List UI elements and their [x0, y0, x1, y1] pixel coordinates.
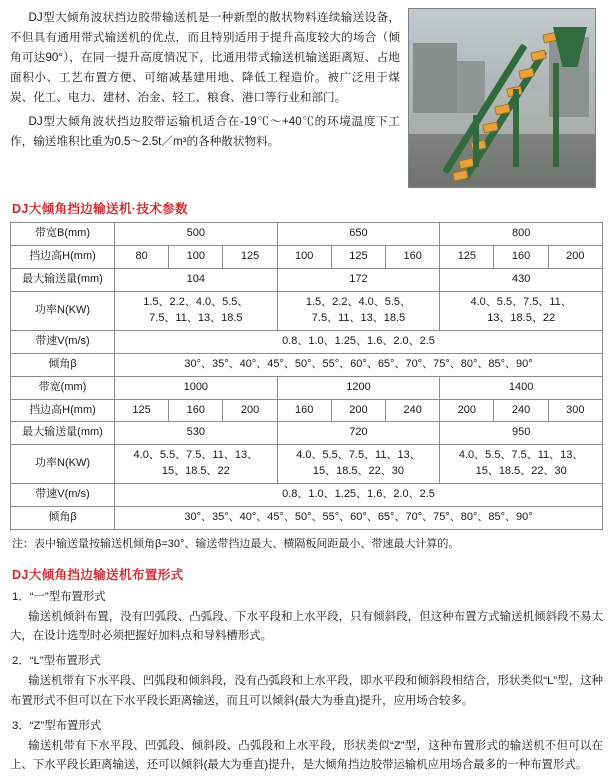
spec-row-header: 挡边高H(mm) [11, 245, 115, 268]
spec-cell: 125 [223, 245, 277, 268]
spec-table-row [11, 484, 603, 507]
spec-row-header: 带宽(mm) [11, 376, 115, 399]
spec-cell: 104 [115, 268, 278, 291]
photo-support-post [473, 115, 479, 167]
spec-row-header: 带速V(m/s) [11, 484, 115, 507]
spec-table-row [11, 422, 603, 445]
photo-bucket [530, 50, 547, 62]
spec-cell: 0.8、1.0、1.25、1.6、2.0、2.5 [115, 330, 603, 353]
spec-cell: 200 [223, 399, 277, 422]
spec-cell: 4.0、5.5、7.5、11、13、 15、18.5、22 [115, 445, 278, 484]
spec-cell: 30°、35°、40°、45°、50°、55°、60°、65°、70°、75°、80°、85°、90° [115, 353, 603, 376]
forms-list [10, 588, 603, 777]
spec-cell: 530 [115, 422, 278, 445]
spec-table-note: 注：表中输送量按输送机倾角β=30°、输送带挡边最大、横隔板间距最小、带速最大计算的。 [12, 538, 460, 551]
form-body: 输送机带有下水平段、凹弧段和倾斜段，没有凸弧段和上水平段，即水平段和倾斜段相结合，形状类似“L”型，这种布置形式不但可以在下水平段长距离输送，而且可以倾斜(最大为垂直)提升，应用场合较多。 [10, 675, 603, 707]
form-heading: 3．“Z”型布置形式 [12, 719, 102, 732]
spec-table-row [11, 376, 603, 399]
intro-text [10, 8, 400, 156]
spec-cell: 500 [115, 223, 278, 246]
spec-cell: 200 [331, 399, 385, 422]
spec-cell: 125 [331, 245, 385, 268]
intro-paragraph-1: DJ型大倾角波状挡边胶带输送机是一种新型的散状物料连续输送设备，不但具有通用带式输送机的优点，而且特别适用于提升高度较大的场合（倾角可达90°），在同一提升高度情况下，比通用带式输送机输送距离短、占地面积小、工艺布置方便、可缩减基建用地、降低工程造价。被广泛用于煤炭、化工、电力、建材、冶金、轻工、粮食、港口等行业和部门。 [10, 11, 400, 104]
spec-cell: 300 [548, 399, 602, 422]
conveyor-photo [408, 8, 596, 188]
spec-table-row [11, 268, 603, 291]
spec-cell: 1400 [440, 376, 603, 399]
spec-cell: 125 [440, 245, 494, 268]
spec-row-header: 最大输送量(mm) [11, 422, 115, 445]
spec-cell: 160 [169, 399, 223, 422]
spec-row-header: 倾角β [11, 353, 115, 376]
spec-table [10, 222, 603, 530]
spec-cell: 1000 [115, 376, 278, 399]
spec-cell: 1200 [277, 376, 440, 399]
spec-section-title: DJ大倾角挡边输送机·技术参数 [12, 202, 188, 216]
spec-cell: 160 [277, 399, 331, 422]
photo-bucket [452, 170, 469, 182]
spec-cell: 4.0、5.5、7.5、11、 13、18.5、22 [440, 291, 603, 330]
spec-table-row [11, 507, 603, 530]
spec-cell: 800 [440, 223, 603, 246]
form-body: 输送机带有下水平段、凹弧段、倾斜段、凸弧段和上水平段，形状类似“Z”型，这种布置形式的输送机不但可以在上、下水平段长距离输送，还可以倾斜(最大为垂直)提升，是大倾角挡边胶带运输机应用场合最多的一种布置形式。 [10, 739, 603, 772]
spec-cell: 30°、35°、40°、45°、50°、55°、60°、65°、70°、75°、80°、85°、90° [115, 507, 603, 530]
spec-cell: 200 [548, 245, 602, 268]
spec-table-row [11, 245, 603, 268]
spec-cell: 0.8、1.0、1.25、1.6、2.0、2.5 [115, 484, 603, 507]
spec-row-header: 带速V(m/s) [11, 330, 115, 353]
photo-support-post [553, 63, 559, 167]
spec-table-row [11, 330, 603, 353]
spec-table-row [11, 399, 603, 422]
spec-cell: 4.0、5.5、7.5、11、13、 15、18.5、22、30 [277, 445, 440, 484]
intro-block [10, 8, 603, 188]
photo-support-post [513, 89, 519, 167]
spec-cell: 160 [494, 245, 548, 268]
spec-cell: 240 [386, 399, 440, 422]
form-heading: 2．“L”型布置形式 [12, 655, 101, 668]
spec-cell: 172 [277, 268, 440, 291]
spec-cell: 720 [277, 422, 440, 445]
spec-cell: 240 [494, 399, 548, 422]
spec-table-row [11, 353, 603, 376]
spec-cell: 100 [277, 245, 331, 268]
spec-cell: 1.5、2.2、4.0、5.5、 7.5、11、13、18.5 [115, 291, 278, 330]
spec-cell: 1.5、2.2、4.0、5.5、 7.5、11、13、18.5 [277, 291, 440, 330]
spec-table-row [11, 291, 603, 330]
spec-row-header: 功率N(KW) [11, 291, 115, 330]
spec-row-header: 功率N(KW) [11, 445, 115, 484]
spec-cell: 160 [386, 245, 440, 268]
spec-cell: 100 [169, 245, 223, 268]
spec-cell: 200 [440, 399, 494, 422]
spec-cell: 4.0、5.5、7.5、11、13、 15、18.5、22、30 [440, 445, 603, 484]
spec-cell: 125 [115, 399, 169, 422]
forms-section-title: DJ大倾角挡边输送机布置形式 [12, 567, 184, 582]
intro-paragraph-2: DJ型大倾角波状挡边胶带运输机适合在-19℃～+40℃的环境温度下工作，输送堆积比重为0.5～2.5t／m³的各种散状物料。 [10, 114, 400, 148]
spec-cell: 80 [115, 245, 169, 268]
photo-bucket [482, 122, 499, 134]
spec-row-header: 最大输送量(mm) [11, 268, 115, 291]
spec-row-header: 挡边高H(mm) [11, 399, 115, 422]
spec-table-row [11, 445, 603, 484]
spec-cell: 950 [440, 422, 603, 445]
spec-cell: 650 [277, 223, 440, 246]
spec-row-header: 倾角β [11, 507, 115, 530]
photo-bucket [518, 68, 535, 80]
spec-table-row [11, 223, 603, 246]
spec-row-header: 带宽B(mm) [11, 223, 115, 246]
spec-cell: 430 [440, 268, 603, 291]
form-body: 输送机倾斜布置，没有凹弧段、凸弧段、下水平段和上水平段，只有倾斜段，但这种布置方式输送机倾斜段不易太大，在设计选型时必须把握好加料点和导料槽形式。 [10, 610, 603, 643]
form-heading: 1．“一”型布置形式 [12, 590, 106, 603]
spec-table-body [11, 223, 603, 530]
photo-bucket [494, 104, 511, 116]
